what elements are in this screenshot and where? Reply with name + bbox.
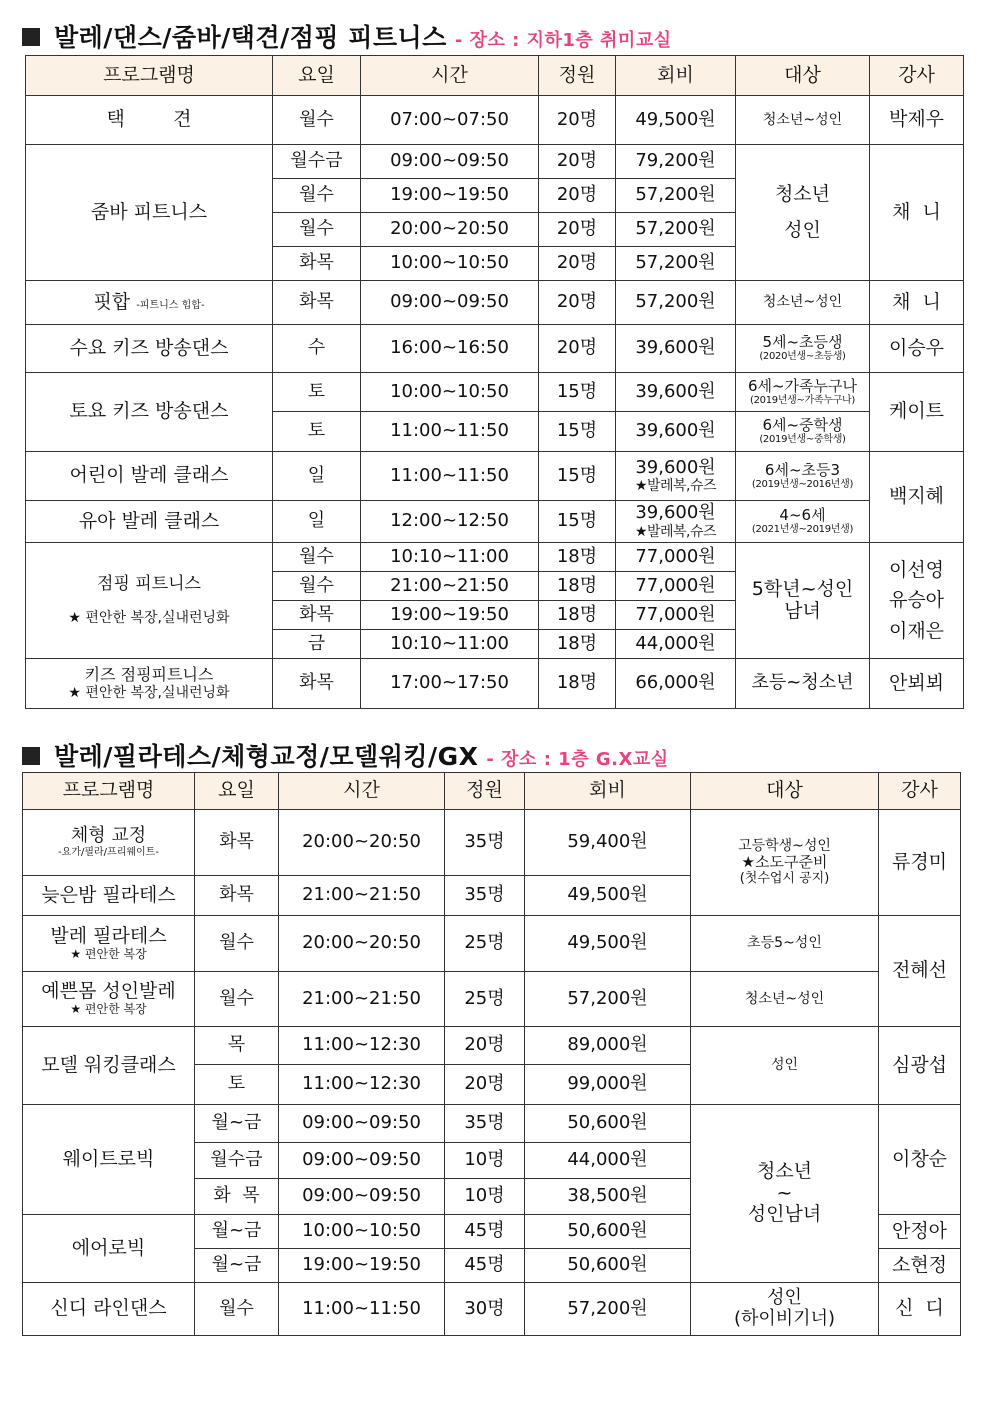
table-row [23, 1283, 961, 1336]
capacity-cell: 18명 [539, 630, 616, 659]
time-cell: 17:00~17:50 [361, 659, 539, 709]
table-row [23, 916, 961, 972]
col-header: 강사 [879, 773, 961, 810]
day-cell: 월~금 [195, 1105, 279, 1143]
section2-title-text: 발레/필라테스/체형교정/모델워킹/GX [54, 742, 479, 771]
col-header: 강사 [870, 56, 964, 96]
day-cell: 목 [195, 1027, 279, 1065]
capacity-cell: 15명 [539, 412, 616, 452]
capacity-cell: 45명 [445, 1249, 525, 1283]
col-header: 시간 [279, 773, 445, 810]
teacher-name: 이선영 [888, 558, 945, 581]
fee-note: ★발레복,슈즈 [634, 478, 717, 495]
capacity-cell: 20명 [539, 145, 616, 179]
day-cell: 화목 [273, 659, 361, 709]
capacity-cell: 35명 [445, 1105, 525, 1143]
capacity-cell: 15명 [539, 501, 616, 543]
fee-cell: 99,000원 [525, 1065, 691, 1105]
capacity-cell: 10명 [445, 1143, 525, 1179]
program-name [26, 659, 273, 709]
program-name: 늦은밤 필라테스 [23, 876, 195, 916]
time-cell: 19:00~19:50 [279, 1249, 445, 1283]
target-line: 청소년 [774, 182, 831, 205]
day-cell: 화목 [195, 810, 279, 876]
target-cell [736, 145, 870, 281]
time-cell: 11:00~11:50 [361, 412, 539, 452]
table-row [23, 1027, 961, 1065]
col-header: 정원 [539, 56, 616, 96]
fee-cell: 44,000원 [616, 630, 736, 659]
time-cell: 11:00~12:30 [279, 1027, 445, 1065]
table-row [26, 501, 964, 543]
col-header: 정원 [445, 773, 525, 810]
section1-table [25, 55, 964, 709]
program-name: 줌바 피트니스 [26, 145, 273, 281]
fee-value: 39,600원 [635, 502, 716, 524]
time-cell: 09:00~09:50 [279, 1143, 445, 1179]
program-note: ★ 편안한 복장,실내런닝화 [68, 610, 230, 627]
target-line: 4~6세 [779, 506, 826, 525]
fee-cell: 89,000원 [525, 1027, 691, 1065]
target-cell [736, 373, 870, 412]
target-line: 성인남녀 [747, 1203, 822, 1226]
table-row [23, 972, 961, 1027]
day-cell: 화 목 [195, 1179, 279, 1215]
fee-cell [616, 501, 736, 543]
fee-cell: 77,000원 [616, 601, 736, 630]
time-cell: 20:00~20:50 [279, 916, 445, 972]
fee-cell: 77,000원 [616, 543, 736, 572]
program-name [26, 543, 273, 659]
day-cell: 월수 [273, 179, 361, 213]
time-cell: 09:00~09:50 [279, 1179, 445, 1215]
col-header: 회비 [616, 56, 736, 96]
teacher-cell: 류경미 [879, 810, 961, 916]
program-label: 점핑 피트니스 [97, 573, 201, 594]
teacher-cell: 안정아 [879, 1215, 961, 1249]
capacity-cell: 18명 [539, 572, 616, 601]
fee-value: 39,600원 [635, 456, 716, 478]
program-note: ★ 편안한 복장 [70, 946, 147, 961]
time-cell: 16:00~16:50 [361, 325, 539, 373]
square-bullet-icon [22, 747, 40, 765]
day-cell: 화목 [195, 876, 279, 916]
program-name: 수요 키즈 방송댄스 [26, 325, 273, 373]
time-cell: 12:00~12:50 [361, 501, 539, 543]
day-cell: 월~금 [195, 1215, 279, 1249]
fee-cell: 59,400원 [525, 810, 691, 876]
fee-cell: 57,200원 [616, 281, 736, 325]
table-row [26, 96, 964, 145]
target-cell [736, 501, 870, 543]
fee-cell: 49,500원 [525, 876, 691, 916]
capacity-cell: 35명 [445, 876, 525, 916]
capacity-cell: 20명 [445, 1065, 525, 1105]
program-name: 토요 키즈 방송댄스 [26, 373, 273, 452]
section1-title-text: 발레/댄스/줌바/택견/점핑 피트니스 [54, 23, 447, 52]
program-name [26, 281, 273, 325]
section1-location: - 장소 : 지하1층 취미교실 [454, 30, 672, 51]
time-cell: 11:00~12:30 [279, 1065, 445, 1105]
fee-cell [616, 452, 736, 501]
target-line: 남녀 [784, 599, 821, 622]
target-sub: (2019년생~중학생) [759, 434, 846, 446]
day-cell: 화목 [273, 247, 361, 281]
col-header: 요일 [273, 56, 361, 96]
section2-location: - 장소 : 1층 G.X교실 [486, 749, 669, 770]
capacity-cell: 30명 [445, 1283, 525, 1336]
teacher-cell: 심광섭 [879, 1027, 961, 1105]
col-header: 프로그램명 [26, 56, 273, 96]
teacher-cell: 전혜선 [879, 916, 961, 1027]
col-header: 시간 [361, 56, 539, 96]
capacity-cell: 15명 [539, 452, 616, 501]
target-cell: 청소년~성인 [736, 281, 870, 325]
program-label: 체형 교정 [70, 825, 147, 847]
table-row [26, 659, 964, 709]
target-line: (첫수업시 공지) [739, 870, 830, 886]
table-row [26, 373, 964, 412]
target-line: 성인 [767, 1287, 802, 1309]
fee-cell: 57,200원 [616, 247, 736, 281]
teacher-cell: 안뵈뵈 [870, 659, 964, 709]
table-row [26, 452, 964, 501]
program-name: 택 견 [26, 96, 273, 145]
fee-cell: 44,000원 [525, 1143, 691, 1179]
capacity-cell: 25명 [445, 972, 525, 1027]
section2-title [22, 737, 669, 773]
teacher-name: 유승아 [888, 589, 945, 612]
capacity-cell: 20명 [539, 213, 616, 247]
time-cell: 07:00~07:50 [361, 96, 539, 145]
section1-title [22, 18, 672, 54]
day-cell: 화목 [273, 281, 361, 325]
fee-cell: 49,500원 [525, 916, 691, 972]
fee-cell: 79,200원 [616, 145, 736, 179]
day-cell: 토 [195, 1065, 279, 1105]
capacity-cell: 18명 [539, 601, 616, 630]
program-sub: -요가/필라/프리웨이트- [58, 847, 159, 859]
target-line: (하이비기너) [734, 1308, 835, 1329]
col-header: 대상 [736, 56, 870, 96]
day-cell: 월수 [195, 1283, 279, 1336]
program-name: 웨이트로빅 [23, 1105, 195, 1215]
time-cell: 10:10~11:00 [361, 630, 539, 659]
col-header: 프로그램명 [23, 773, 195, 810]
capacity-cell: 35명 [445, 810, 525, 876]
time-cell: 09:00~09:50 [361, 145, 539, 179]
day-cell: 월수 [273, 543, 361, 572]
program-label: 핏합 [93, 290, 131, 313]
target-cell [691, 1105, 879, 1283]
col-header: 대상 [691, 773, 879, 810]
program-name: 어린이 발레 클래스 [26, 452, 273, 501]
fee-cell: 57,200원 [525, 972, 691, 1027]
day-cell: 월수 [273, 572, 361, 601]
capacity-cell: 18명 [539, 659, 616, 709]
target-sub: (2019년생~2016년생) [751, 478, 854, 490]
fee-cell: 77,000원 [616, 572, 736, 601]
target-line: 청소년 [756, 1159, 813, 1182]
program-label: 키즈 점핑피트니스 [84, 665, 214, 685]
day-cell: 월~금 [195, 1249, 279, 1283]
teacher-cell: 박제우 [870, 96, 964, 145]
target-cell: 청소년~성인 [691, 972, 879, 1027]
day-cell: 화목 [273, 601, 361, 630]
target-line: 6세~중학생 [762, 416, 843, 435]
teacher-cell: 소현정 [879, 1249, 961, 1283]
program-name: 유아 발레 클래스 [26, 501, 273, 543]
day-cell: 수 [273, 325, 361, 373]
table-row [26, 325, 964, 373]
target-line: 6세~가족누구나 [747, 376, 858, 395]
target-sub: (2019년생~가족누구나) [749, 394, 856, 406]
time-cell: 10:00~10:50 [361, 247, 539, 281]
teacher-cell: 이승우 [870, 325, 964, 373]
time-cell: 11:00~11:50 [361, 452, 539, 501]
day-cell: 월수 [273, 96, 361, 145]
program-name: 에어로빅 [23, 1215, 195, 1283]
table-row [23, 810, 961, 876]
program-label: 발레 필라테스 [50, 924, 167, 947]
capacity-cell: 20명 [539, 325, 616, 373]
fee-cell: 57,200원 [525, 1283, 691, 1336]
target-cell [736, 325, 870, 373]
header-row [26, 56, 964, 96]
table-row [26, 145, 964, 179]
time-cell: 19:00~19:50 [361, 179, 539, 213]
table-row [26, 543, 964, 572]
table-row [23, 1105, 961, 1143]
program-name [23, 810, 195, 876]
fee-cell: 39,600원 [616, 325, 736, 373]
program-sub: -피트니스 힙합- [136, 299, 205, 311]
capacity-cell: 20명 [539, 179, 616, 213]
program-note: ★ 편안한 복장,실내런닝화 [68, 684, 230, 701]
capacity-cell: 45명 [445, 1215, 525, 1249]
day-cell: 월수금 [273, 145, 361, 179]
fee-note: ★발레복,슈즈 [634, 523, 717, 540]
square-bullet-icon [22, 28, 40, 46]
col-header: 회비 [525, 773, 691, 810]
teacher-cell: 케이트 [870, 373, 964, 452]
teacher-name: 이재은 [888, 619, 945, 642]
capacity-cell: 15명 [539, 373, 616, 412]
target-sub: (2020년생~초등생) [759, 351, 846, 363]
day-cell: 일 [273, 501, 361, 543]
teacher-cell [870, 543, 964, 659]
day-cell: 토 [273, 412, 361, 452]
fee-cell: 49,500원 [616, 96, 736, 145]
program-label: 예쁜몸 성인발레 [41, 980, 176, 1003]
time-cell: 21:00~21:50 [361, 572, 539, 601]
capacity-cell: 20명 [539, 281, 616, 325]
capacity-cell: 20명 [445, 1027, 525, 1065]
target-cell [736, 412, 870, 452]
fee-cell: 57,200원 [616, 213, 736, 247]
time-cell: 11:00~11:50 [279, 1283, 445, 1336]
time-cell: 09:00~09:50 [361, 281, 539, 325]
target-cell: 청소년~성인 [736, 96, 870, 145]
target-cell [736, 452, 870, 501]
target-line: ★소도구준비 [741, 853, 828, 872]
target-line: ~ [776, 1181, 793, 1204]
capacity-cell: 25명 [445, 916, 525, 972]
time-cell: 19:00~19:50 [361, 601, 539, 630]
fee-cell: 50,600원 [525, 1249, 691, 1283]
time-cell: 21:00~21:50 [279, 876, 445, 916]
fee-cell: 39,600원 [616, 412, 736, 452]
teacher-cell: 이창순 [879, 1105, 961, 1215]
teacher-cell: 백지혜 [870, 452, 964, 543]
target-cell [736, 543, 870, 659]
day-cell: 일 [273, 452, 361, 501]
capacity-cell: 10명 [445, 1179, 525, 1215]
capacity-cell: 18명 [539, 543, 616, 572]
target-cell [691, 810, 879, 916]
program-note: ★ 편안한 복장 [70, 1002, 147, 1017]
teacher-cell: 채 니 [870, 145, 964, 281]
fee-cell: 38,500원 [525, 1179, 691, 1215]
program-name: 신디 라인댄스 [23, 1283, 195, 1336]
time-cell: 20:00~20:50 [279, 810, 445, 876]
table-row [26, 281, 964, 325]
time-cell: 09:00~09:50 [279, 1105, 445, 1143]
day-cell: 월수 [273, 213, 361, 247]
target-line: 5학년~성인 [751, 577, 854, 600]
fee-cell: 39,600원 [616, 373, 736, 412]
target-line: 성인 [784, 218, 821, 241]
teacher-cell: 채 니 [870, 281, 964, 325]
section2-table [22, 772, 961, 1336]
target-cell: 초등~청소년 [736, 659, 870, 709]
day-cell: 토 [273, 373, 361, 412]
teacher-cell: 신 디 [879, 1283, 961, 1336]
col-header: 요일 [195, 773, 279, 810]
fee-cell: 50,600원 [525, 1105, 691, 1143]
target-line: 고등학생~성인 [738, 838, 831, 855]
day-cell: 월수금 [195, 1143, 279, 1179]
program-name [23, 972, 195, 1027]
target-sub: (2021년생~2019년생) [751, 524, 854, 536]
target-line: 5세~초등생 [762, 333, 843, 352]
day-cell: 월수 [195, 916, 279, 972]
program-name: 모델 워킹클래스 [23, 1027, 195, 1105]
day-cell: 월수 [195, 972, 279, 1027]
fee-cell: 66,000원 [616, 659, 736, 709]
target-line: 6세~초등3 [764, 460, 841, 479]
fee-cell: 57,200원 [616, 179, 736, 213]
fee-cell: 50,600원 [525, 1215, 691, 1249]
capacity-cell: 20명 [539, 247, 616, 281]
time-cell: 20:00~20:50 [361, 213, 539, 247]
header-row [23, 773, 961, 810]
target-cell: 초등5~성인 [691, 916, 879, 972]
capacity-cell: 20명 [539, 96, 616, 145]
time-cell: 10:10~11:00 [361, 543, 539, 572]
time-cell: 10:00~10:50 [361, 373, 539, 412]
day-cell: 금 [273, 630, 361, 659]
target-cell: 성인 [691, 1027, 879, 1105]
time-cell: 21:00~21:50 [279, 972, 445, 1027]
time-cell: 10:00~10:50 [279, 1215, 445, 1249]
target-cell [691, 1283, 879, 1336]
program-name [23, 916, 195, 972]
